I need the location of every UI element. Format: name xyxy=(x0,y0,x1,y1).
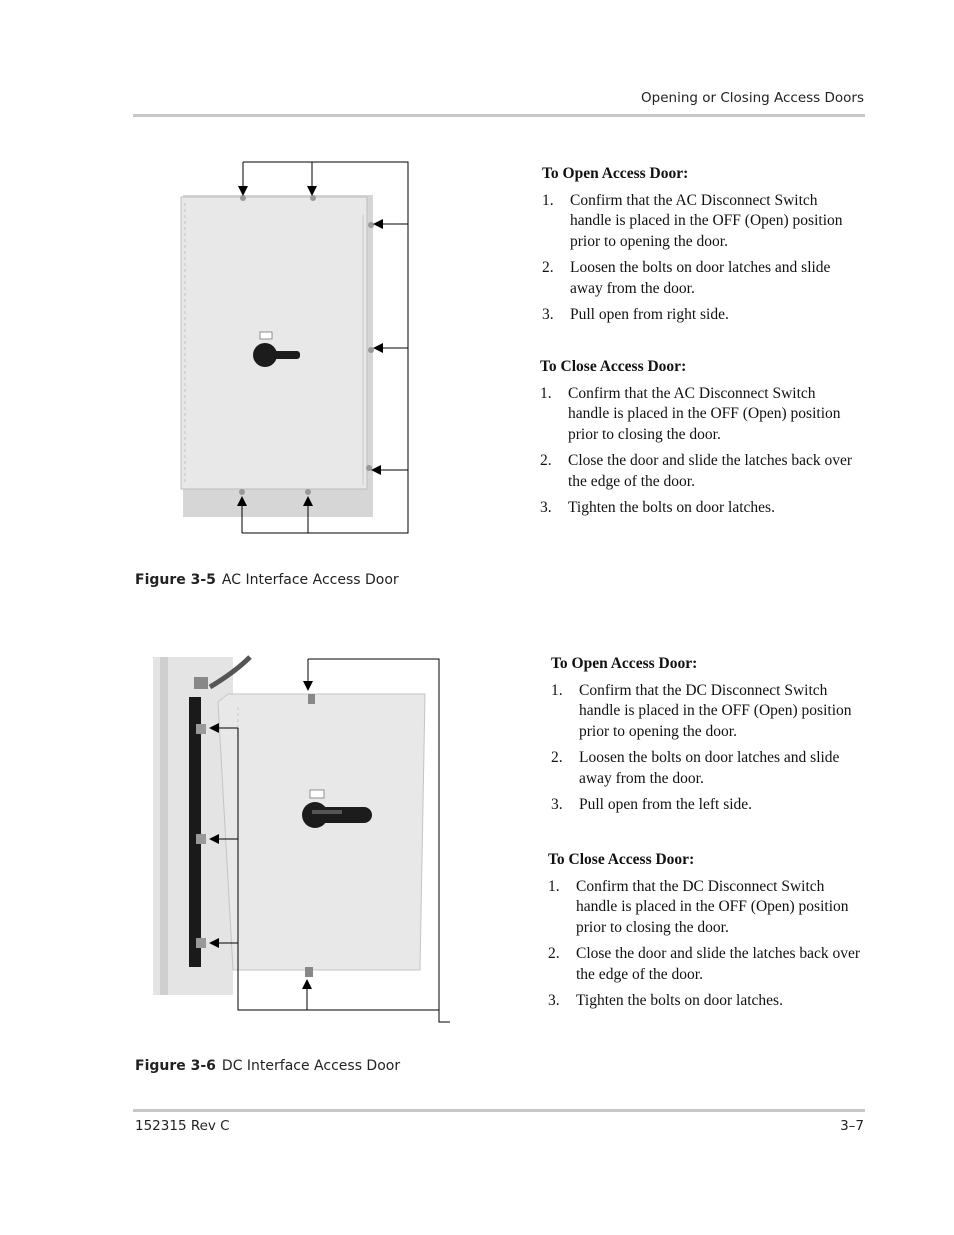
ac-door-panel xyxy=(181,197,367,489)
ac-door-figure xyxy=(175,155,415,540)
ac-open-heading: To Open Access Door: xyxy=(542,165,689,182)
ac-open-step-2 xyxy=(542,258,862,299)
step-number: 1. xyxy=(542,191,554,209)
dc-close-step-1 xyxy=(548,877,868,939)
figure-5-caption xyxy=(135,572,399,588)
dc-close-procedure xyxy=(548,850,868,1018)
step-text: Close the door and slide the latches back over the edge of the door. xyxy=(568,452,853,490)
header-rule xyxy=(133,114,865,117)
step-text: Confirm that the DC Disconnect Switch handle is placed in the OFF (Open) position prior to opening the door. xyxy=(579,681,852,740)
step-number: 1. xyxy=(540,384,552,402)
step-text: Confirm that the AC Disconnect Switch handle is placed in the OFF (Open) position prior to opening the door. xyxy=(570,191,843,250)
dc-close-step-3 xyxy=(548,991,868,1012)
footer-rule xyxy=(133,1109,865,1112)
figure-5-label: Figure 3-5 xyxy=(135,572,216,588)
step-number: 1. xyxy=(548,877,560,895)
dc-door-figure xyxy=(150,652,455,1030)
ac-open-step-1 xyxy=(542,191,862,253)
figure-6-title: DC Interface Access Door xyxy=(221,1058,401,1074)
step-number: 3. xyxy=(548,992,560,1009)
dc-open-step-1 xyxy=(551,681,871,743)
step-text: Tighten the bolts on door latches. xyxy=(568,499,775,516)
step-text: Confirm that the DC Disconnect Switch handle is placed in the OFF (Open) position prior to closing the door. xyxy=(576,877,849,936)
ac-close-step-2 xyxy=(540,451,860,492)
step-number: 3. xyxy=(540,499,552,516)
step-text: Pull open from the left side. xyxy=(579,796,753,813)
footer-doc-id: 152315 Rev C xyxy=(135,1118,230,1134)
dc-close-step-2 xyxy=(548,944,868,985)
dc-switch-label-plate xyxy=(310,790,324,798)
ac-close-step-1 xyxy=(540,384,860,446)
ac-switch-label-plate xyxy=(260,332,272,339)
step-text: Pull open from right side. xyxy=(570,306,729,323)
door-gasket xyxy=(189,697,201,967)
step-number: 1. xyxy=(551,681,563,699)
dc-door-panel xyxy=(218,694,425,970)
step-number: 2. xyxy=(551,749,563,766)
step-number: 2. xyxy=(548,945,560,962)
running-header: Opening or Closing Access Doors xyxy=(641,90,864,106)
ac-close-heading: To Close Access Door: xyxy=(540,358,687,375)
ac-open-step-3 xyxy=(542,305,862,326)
figure-6-caption xyxy=(135,1058,400,1074)
footer-page-number: 3–7 xyxy=(840,1118,864,1134)
dc-open-step-3 xyxy=(551,795,871,816)
step-text: Close the door and slide the latches back over the edge of the door. xyxy=(576,945,861,983)
step-number: 3. xyxy=(542,306,554,323)
step-number: 2. xyxy=(542,259,554,276)
dc-open-step-2 xyxy=(551,748,871,789)
step-text: Confirm that the AC Disconnect Switch handle is placed in the OFF (Open) position prior to closing the door. xyxy=(568,384,841,443)
figure-5-title: AC Interface Access Door xyxy=(221,572,399,588)
dc-open-heading: To Open Access Door: xyxy=(551,655,698,672)
dc-close-heading: To Close Access Door: xyxy=(548,851,695,868)
ac-open-procedure xyxy=(542,164,862,332)
step-text: Tighten the bolts on door latches. xyxy=(576,992,783,1009)
ac-close-procedure xyxy=(540,357,860,525)
step-number: 3. xyxy=(551,796,563,813)
step-text: Loosen the bolts on door latches and slide away from the door. xyxy=(579,749,840,787)
dc-open-procedure xyxy=(551,654,871,822)
step-number: 2. xyxy=(540,452,552,469)
figure-6-label: Figure 3-6 xyxy=(135,1058,216,1074)
ac-close-step-3 xyxy=(540,498,860,519)
step-text: Loosen the bolts on door latches and slide away from the door. xyxy=(570,259,831,297)
